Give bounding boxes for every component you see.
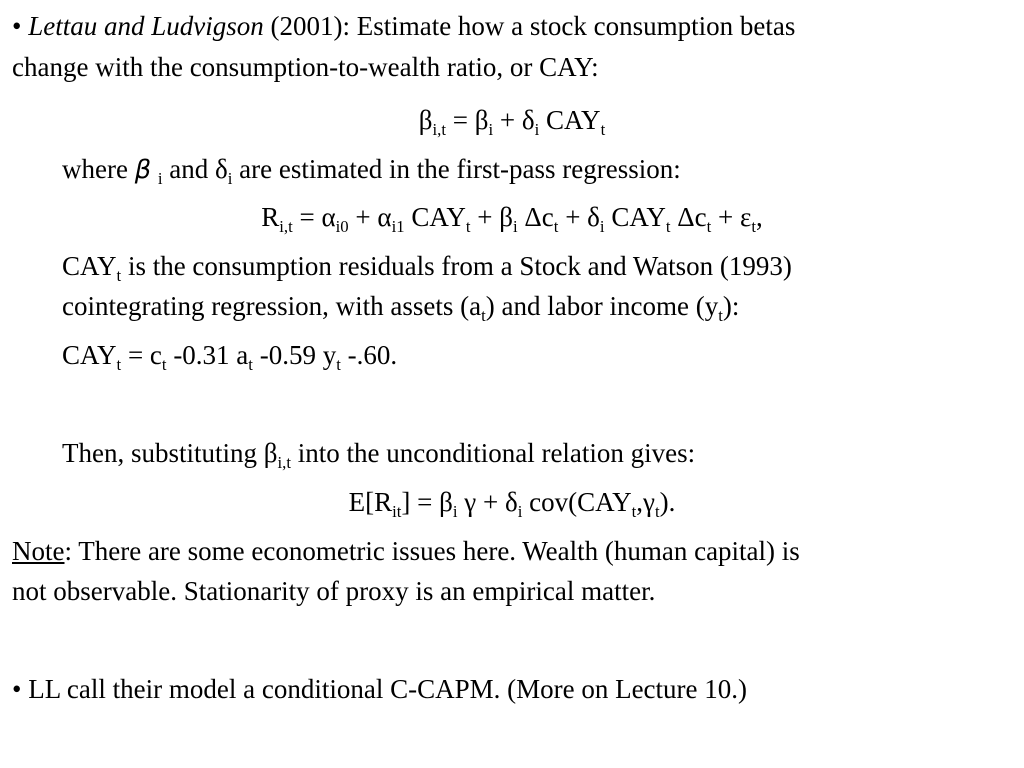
paragraph-1-text: (2001): Estimate how a stock consumption betas — [263, 11, 796, 41]
note-line-1: Note: There are some econometric issues here. Wealth (human capital) is — [12, 536, 800, 566]
where-line: where β $_i$ and $\delta_i$ are estimated in the first-pass regression: — [62, 154, 681, 188]
beta-symbol: β — [134, 155, 152, 185]
authors-text: Lettau and Ludvigson — [28, 11, 264, 41]
bullet-paragraph-1 — [12, 10, 795, 42]
cay-description-line-1: $CAY_t$ is the consumption residuals from a Stock and Watson (1993) — [62, 251, 792, 285]
equation-cay: $CAY_t = c_t$ -0.31 $a_t$ -0.59 $y_t$ -.60. — [62, 340, 398, 374]
bullet-marker: • — [12, 674, 22, 704]
note-line-2: not observable. Stationarity of proxy is an empirical matter. — [12, 576, 656, 606]
equation-regression: $R_{i,t} = \alpha_{i0} + \alpha_{i1}$ $CAY_t + \beta_i$ $\Delta c_t + \delta_i$ $CAY_t$ $\Delta c_t + \varepsilon_t$, — [261, 202, 763, 236]
last-paragraph-text: LL call their model a conditional C-CAPM. (More on Lecture 10.) — [28, 674, 748, 704]
cay-description-line-2: cointegrating regression, with assets $(a_t)$ and labor income $(y_t)$: — [62, 291, 740, 325]
bullet-marker: • — [12, 11, 22, 41]
note-label: Note — [12, 536, 65, 566]
equation-beta-it: $\beta_{i,t} = \beta_i + \delta_i$ $CAY_t$ — [418, 105, 606, 139]
paragraph-1-line-2: change with the consumption-to-wealth ratio, or CAY: — [12, 52, 599, 82]
equation-expected-return: $E[R_{it}] = \beta_i$ $\gamma + \delta_i$ $cov(CAY_t,\gamma_t)$. — [348, 487, 676, 521]
then-line: Then, substituting $\beta_{i,t}$ into the unconditional relation gives: — [62, 438, 696, 472]
bullet-paragraph-2 — [12, 673, 747, 705]
